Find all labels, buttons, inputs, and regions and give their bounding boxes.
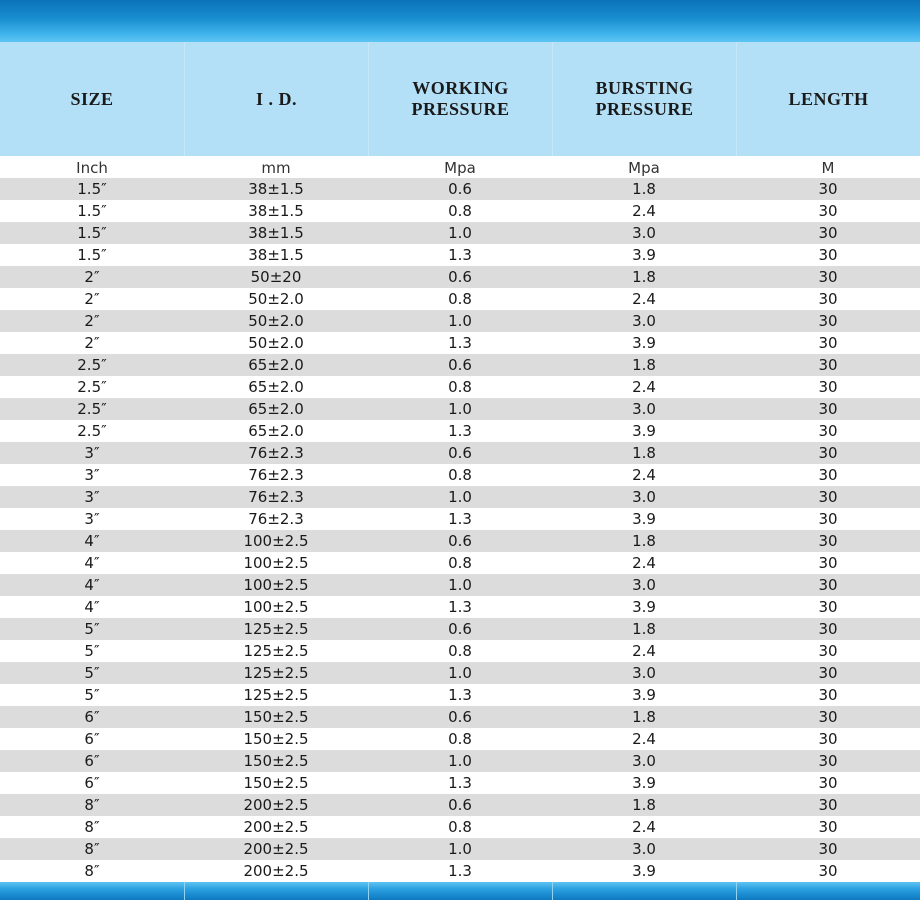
table-row <box>0 310 920 332</box>
cell-inner-diameter: 76±2.3 <box>248 488 304 506</box>
cell-size: 4″ <box>84 554 100 572</box>
table-row <box>0 706 920 728</box>
cell-working-pressure: 0.6 <box>448 356 472 374</box>
cell-inner-diameter: 150±2.5 <box>243 708 309 726</box>
cell-inner-diameter: 200±2.5 <box>243 796 309 814</box>
cell-bursting-pressure: 3.0 <box>632 400 656 418</box>
cell-bursting-pressure: 2.4 <box>632 202 656 220</box>
cell-bursting-pressure: 1.8 <box>632 356 656 374</box>
header-id-label: I . D. <box>255 88 297 109</box>
bottom-bar-segment <box>184 882 368 900</box>
cell-length: 30 <box>818 818 838 836</box>
cell-length: 30 <box>818 466 838 484</box>
cell-bursting-pressure: 1.8 <box>632 180 656 198</box>
cell-length: 30 <box>818 444 838 462</box>
cell-length: 30 <box>818 334 838 352</box>
cell-length: 30 <box>818 400 838 418</box>
table-row <box>0 574 920 596</box>
cell-size: 5″ <box>84 642 100 660</box>
table-row <box>0 244 920 266</box>
cell-size: 8″ <box>84 840 100 858</box>
cell-length: 30 <box>818 576 838 594</box>
cell-size: 4″ <box>84 532 100 550</box>
cell-inner-diameter: 50±20 <box>250 268 302 286</box>
cell-bursting-pressure: 2.4 <box>632 730 656 748</box>
cell-size: 3″ <box>84 444 100 462</box>
cell-working-pressure: 1.0 <box>448 840 472 858</box>
cell-bursting-pressure: 2.4 <box>632 290 656 308</box>
cell-working-pressure: 0.6 <box>448 620 472 638</box>
unit-bursting-pressure: Mpa <box>628 159 660 177</box>
cell-bursting-pressure: 1.8 <box>632 444 656 462</box>
cell-length: 30 <box>818 422 838 440</box>
cell-length: 30 <box>818 554 838 572</box>
cell-inner-diameter: 65±2.0 <box>248 378 304 396</box>
cell-working-pressure: 1.0 <box>448 664 472 682</box>
cell-bursting-pressure: 2.4 <box>632 818 656 836</box>
cell-length: 30 <box>818 774 838 792</box>
cell-inner-diameter: 200±2.5 <box>243 862 309 880</box>
cell-working-pressure: 0.6 <box>448 180 472 198</box>
table-row <box>0 464 920 486</box>
cell-inner-diameter: 65±2.0 <box>248 400 304 418</box>
cell-inner-diameter: 38±1.5 <box>248 180 304 198</box>
cell-length: 30 <box>818 290 838 308</box>
cell-size: 1.5″ <box>77 224 107 242</box>
cell-inner-diameter: 50±2.0 <box>248 334 304 352</box>
cell-inner-diameter: 100±2.5 <box>243 532 309 550</box>
cell-working-pressure: 0.8 <box>448 202 472 220</box>
table-row <box>0 420 920 442</box>
cell-length: 30 <box>818 202 838 220</box>
cell-working-pressure: 0.6 <box>448 796 472 814</box>
table-row <box>0 794 920 816</box>
cell-size: 8″ <box>84 862 100 880</box>
cell-inner-diameter: 200±2.5 <box>243 840 309 858</box>
table-row <box>0 376 920 398</box>
table-row <box>0 508 920 530</box>
header-working-label-line1: WORKING <box>412 78 509 98</box>
units-row <box>0 156 920 178</box>
cell-inner-diameter: 100±2.5 <box>243 576 309 594</box>
cell-working-pressure: 1.0 <box>448 312 472 330</box>
cell-inner-diameter: 76±2.3 <box>248 510 304 528</box>
cell-working-pressure: 1.3 <box>448 334 472 352</box>
cell-length: 30 <box>818 510 838 528</box>
cell-working-pressure: 1.3 <box>448 246 472 264</box>
header-bursting-label-line2: PRESSURE <box>595 99 694 119</box>
cell-length: 30 <box>818 840 838 858</box>
unit-id: mm <box>261 159 291 177</box>
table-row <box>0 662 920 684</box>
cell-inner-diameter: 125±2.5 <box>243 642 309 660</box>
cell-length: 30 <box>818 312 838 330</box>
table-row <box>0 486 920 508</box>
cell-working-pressure: 1.0 <box>448 488 472 506</box>
cell-bursting-pressure: 2.4 <box>632 466 656 484</box>
cell-bursting-pressure: 3.9 <box>632 598 656 616</box>
header-length <box>736 42 920 156</box>
cell-size: 5″ <box>84 620 100 638</box>
cell-size: 1.5″ <box>77 202 107 220</box>
bottom-banner-bar <box>0 882 920 900</box>
cell-bursting-pressure: 1.8 <box>632 796 656 814</box>
table-row <box>0 332 920 354</box>
cell-bursting-pressure: 3.0 <box>632 488 656 506</box>
cell-bursting-pressure: 3.0 <box>632 224 656 242</box>
cell-working-pressure: 0.8 <box>448 642 472 660</box>
cell-working-pressure: 1.3 <box>448 774 472 792</box>
header-size <box>0 42 184 156</box>
cell-length: 30 <box>818 664 838 682</box>
unit-working-pressure: Mpa <box>444 159 476 177</box>
table-row <box>0 530 920 552</box>
cell-size: 2″ <box>84 268 100 286</box>
cell-working-pressure: 0.6 <box>448 532 472 550</box>
cell-size: 8″ <box>84 796 100 814</box>
cell-bursting-pressure: 3.9 <box>632 334 656 352</box>
cell-inner-diameter: 100±2.5 <box>243 598 309 616</box>
cell-working-pressure: 0.8 <box>448 730 472 748</box>
cell-inner-diameter: 76±2.3 <box>248 466 304 484</box>
table-row <box>0 750 920 772</box>
cell-inner-diameter: 76±2.3 <box>248 444 304 462</box>
cell-length: 30 <box>818 488 838 506</box>
cell-inner-diameter: 150±2.5 <box>243 774 309 792</box>
header-bursting-label-line1: BURSTING <box>595 78 694 98</box>
cell-working-pressure: 0.8 <box>448 818 472 836</box>
cell-bursting-pressure: 2.4 <box>632 554 656 572</box>
table-row <box>0 728 920 750</box>
cell-size: 2.5″ <box>77 400 107 418</box>
cell-working-pressure: 0.8 <box>448 290 472 308</box>
cell-bursting-pressure: 3.9 <box>632 774 656 792</box>
cell-length: 30 <box>818 642 838 660</box>
cell-working-pressure: 1.3 <box>448 422 472 440</box>
cell-working-pressure: 0.6 <box>448 268 472 286</box>
cell-inner-diameter: 65±2.0 <box>248 356 304 374</box>
cell-size: 4″ <box>84 598 100 616</box>
cell-bursting-pressure: 1.8 <box>632 532 656 550</box>
cell-size: 4″ <box>84 576 100 594</box>
cell-working-pressure: 1.0 <box>448 224 472 242</box>
header-length-label: LENGTH <box>788 88 869 109</box>
cell-size: 2.5″ <box>77 422 107 440</box>
table-row <box>0 222 920 244</box>
cell-working-pressure: 1.3 <box>448 598 472 616</box>
table-row <box>0 772 920 794</box>
cell-length: 30 <box>818 686 838 704</box>
cell-size: 6″ <box>84 730 100 748</box>
cell-length: 30 <box>818 532 838 550</box>
cell-bursting-pressure: 3.9 <box>632 510 656 528</box>
cell-size: 6″ <box>84 708 100 726</box>
cell-working-pressure: 1.0 <box>448 752 472 770</box>
header-id <box>184 42 368 156</box>
cell-length: 30 <box>818 598 838 616</box>
unit-size: Inch <box>76 159 108 177</box>
cell-length: 30 <box>818 796 838 814</box>
cell-size: 3″ <box>84 488 100 506</box>
cell-bursting-pressure: 3.0 <box>632 312 656 330</box>
top-banner-bar <box>0 0 920 42</box>
table-row <box>0 442 920 464</box>
cell-size: 2″ <box>84 334 100 352</box>
cell-size: 2″ <box>84 312 100 330</box>
header-size-label: SIZE <box>70 88 114 109</box>
cell-working-pressure: 0.8 <box>448 466 472 484</box>
cell-bursting-pressure: 3.0 <box>632 840 656 858</box>
cell-size: 2″ <box>84 290 100 308</box>
cell-bursting-pressure: 3.9 <box>632 862 656 880</box>
cell-inner-diameter: 50±2.0 <box>248 290 304 308</box>
cell-bursting-pressure: 1.8 <box>632 268 656 286</box>
table-row <box>0 860 920 882</box>
cell-inner-diameter: 38±1.5 <box>248 224 304 242</box>
header-working-pressure <box>368 42 552 156</box>
cell-working-pressure: 0.6 <box>448 708 472 726</box>
cell-size: 5″ <box>84 664 100 682</box>
cell-working-pressure: 1.0 <box>448 576 472 594</box>
cell-bursting-pressure: 3.9 <box>632 246 656 264</box>
table-row <box>0 838 920 860</box>
cell-bursting-pressure: 3.0 <box>632 576 656 594</box>
table-body <box>0 178 920 882</box>
cell-working-pressure: 0.8 <box>448 378 472 396</box>
cell-inner-diameter: 38±1.5 <box>248 246 304 264</box>
header-working-label-line2: PRESSURE <box>411 99 510 119</box>
cell-length: 30 <box>818 752 838 770</box>
table-row <box>0 684 920 706</box>
table-row <box>0 552 920 574</box>
table-row <box>0 596 920 618</box>
cell-bursting-pressure: 2.4 <box>632 642 656 660</box>
cell-length: 30 <box>818 268 838 286</box>
table-header <box>0 42 920 156</box>
cell-inner-diameter: 125±2.5 <box>243 620 309 638</box>
cell-size: 3″ <box>84 510 100 528</box>
cell-working-pressure: 0.6 <box>448 444 472 462</box>
cell-size: 2.5″ <box>77 356 107 374</box>
cell-bursting-pressure: 3.9 <box>632 686 656 704</box>
table-row <box>0 354 920 376</box>
cell-bursting-pressure: 3.9 <box>632 422 656 440</box>
cell-working-pressure: 1.3 <box>448 510 472 528</box>
cell-length: 30 <box>818 378 838 396</box>
cell-working-pressure: 1.3 <box>448 686 472 704</box>
cell-working-pressure: 1.3 <box>448 862 472 880</box>
cell-length: 30 <box>818 620 838 638</box>
cell-length: 30 <box>818 708 838 726</box>
table-row <box>0 618 920 640</box>
cell-inner-diameter: 38±1.5 <box>248 202 304 220</box>
cell-bursting-pressure: 1.8 <box>632 620 656 638</box>
cell-length: 30 <box>818 246 838 264</box>
cell-bursting-pressure: 1.8 <box>632 708 656 726</box>
cell-size: 6″ <box>84 752 100 770</box>
table-row <box>0 816 920 838</box>
cell-inner-diameter: 125±2.5 <box>243 686 309 704</box>
cell-length: 30 <box>818 224 838 242</box>
cell-inner-diameter: 65±2.0 <box>248 422 304 440</box>
cell-size: 5″ <box>84 686 100 704</box>
cell-size: 6″ <box>84 774 100 792</box>
cell-inner-diameter: 100±2.5 <box>243 554 309 572</box>
cell-inner-diameter: 200±2.5 <box>243 818 309 836</box>
cell-size: 8″ <box>84 818 100 836</box>
cell-length: 30 <box>818 180 838 198</box>
cell-length: 30 <box>818 730 838 748</box>
cell-inner-diameter: 125±2.5 <box>243 664 309 682</box>
cell-size: 3″ <box>84 466 100 484</box>
header-bursting-pressure <box>552 42 736 156</box>
table-row <box>0 640 920 662</box>
table-row <box>0 266 920 288</box>
cell-working-pressure: 1.0 <box>448 400 472 418</box>
cell-inner-diameter: 150±2.5 <box>243 730 309 748</box>
cell-bursting-pressure: 2.4 <box>632 378 656 396</box>
bottom-bar-segment <box>0 882 184 900</box>
cell-inner-diameter: 50±2.0 <box>248 312 304 330</box>
cell-size: 1.5″ <box>77 246 107 264</box>
table-row <box>0 178 920 200</box>
table-row <box>0 398 920 420</box>
table-row <box>0 200 920 222</box>
cell-inner-diameter: 150±2.5 <box>243 752 309 770</box>
cell-bursting-pressure: 3.0 <box>632 664 656 682</box>
table-row <box>0 288 920 310</box>
unit-length: M <box>821 159 835 177</box>
cell-size: 2.5″ <box>77 378 107 396</box>
bottom-bar-segment <box>552 882 736 900</box>
cell-working-pressure: 0.8 <box>448 554 472 572</box>
cell-length: 30 <box>818 862 838 880</box>
bottom-bar-segment <box>736 882 920 900</box>
cell-size: 1.5″ <box>77 180 107 198</box>
cell-bursting-pressure: 3.0 <box>632 752 656 770</box>
cell-length: 30 <box>818 356 838 374</box>
bottom-bar-segment <box>368 882 552 900</box>
